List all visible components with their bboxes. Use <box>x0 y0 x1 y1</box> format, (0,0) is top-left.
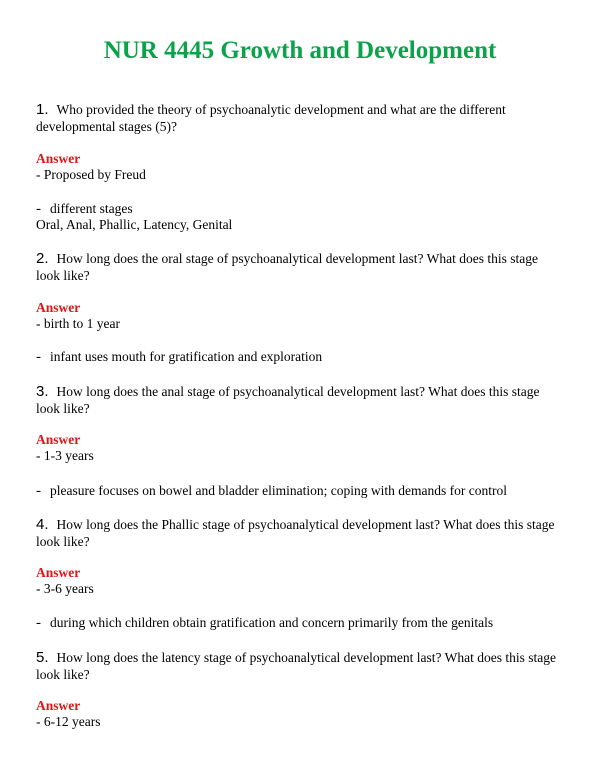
answer-line-1: - Proposed by Freud <box>36 167 146 182</box>
question-4 <box>36 516 564 550</box>
bullet-text: different stages <box>50 201 133 216</box>
answer-label-1: Answer <box>36 151 81 166</box>
bullet-4 <box>36 614 576 632</box>
dash-mark: - <box>36 201 41 217</box>
question-2 <box>36 250 564 284</box>
question-number: 2. <box>36 250 49 267</box>
question-text: How long does the latency stage of psychoanalytical development last? What does this stage look like? <box>36 650 557 682</box>
answer-label-3: Answer <box>36 432 81 447</box>
bullet-text: pleasure focuses on bowel and bladder elimination; coping with demands for control <box>50 483 508 498</box>
question-text: How long does the oral stage of psychoanalytical development last? What does this stage look like? <box>36 251 539 283</box>
question-number: 4. <box>36 516 49 533</box>
bullet-sub-1: Oral, Anal, Phallic, Latency, Genital <box>36 217 233 232</box>
question-text: Who provided the theory of psychoanalytic development and what are the different developmental stages (5)? <box>36 102 506 134</box>
question-1 <box>36 101 564 135</box>
question-text: How long does the Phallic stage of psychoanalytical development last? What does this stage look like? <box>36 517 555 549</box>
answer-label-4: Answer <box>36 565 81 580</box>
question-3 <box>36 383 564 417</box>
bullet-2 <box>36 348 576 366</box>
dash-mark: - <box>36 615 41 631</box>
question-number: 1. <box>36 101 49 118</box>
question-number: 5. <box>36 649 49 666</box>
answer-line-2: - birth to 1 year <box>36 316 120 331</box>
answer-line-4: - 3-6 years <box>36 581 94 596</box>
question-number: 3. <box>36 383 49 400</box>
answer-line-5: - 6-12 years <box>36 714 101 729</box>
answer-label-5: Answer <box>36 698 81 713</box>
answer-line-3: - 1-3 years <box>36 448 94 463</box>
bullet-3 <box>36 482 576 500</box>
answer-label-2: Answer <box>36 300 81 315</box>
question-5 <box>36 649 564 683</box>
bullet-text: during which children obtain gratification and concern primarily from the genitals <box>50 615 494 630</box>
dash-mark: - <box>36 349 41 365</box>
document-title: NUR 4445 Growth and Development <box>103 37 497 64</box>
question-text: How long does the anal stage of psychoanalytical development last? What does this stage look like? <box>36 384 540 416</box>
bullet-text: infant uses mouth for gratification and exploration <box>50 349 323 364</box>
dash-mark: - <box>36 483 41 499</box>
